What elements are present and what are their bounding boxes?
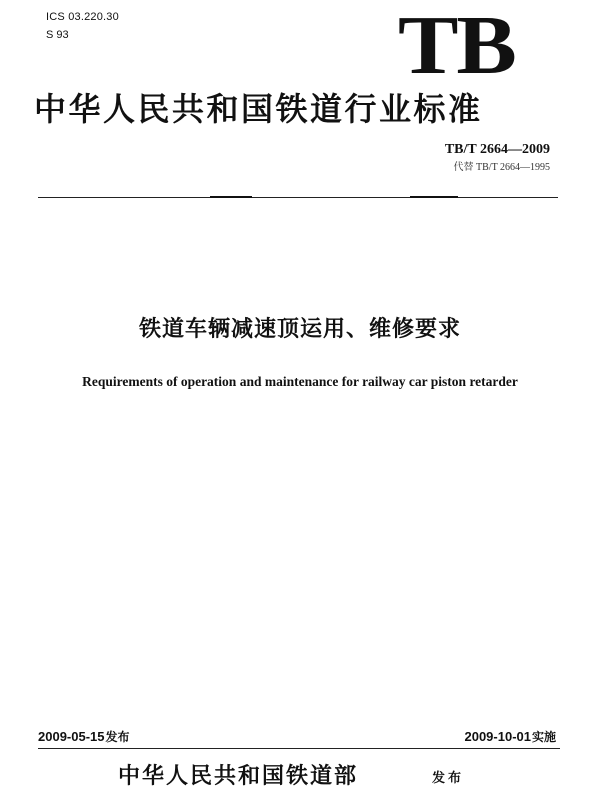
implement-label: 实施 [531, 730, 556, 744]
header-divider-accent [210, 196, 252, 198]
header-divider [38, 197, 558, 198]
tb-logo: TB [398, 0, 515, 92]
replaces-standard: 代替 TB/T 2664—1995 [453, 162, 550, 173]
publish-label: 发布 [105, 730, 130, 744]
issuer-title: 中华人民共和国铁道行业标准 [34, 90, 483, 128]
footer-divider [38, 748, 560, 749]
publish-date: 2009-05-15 [38, 729, 105, 744]
issuing-authority-action: 发布 [432, 771, 465, 786]
issuing-authority: 中华人民共和国铁道部 [118, 764, 359, 789]
ics-code: ICS 03.220.30 [46, 11, 119, 23]
document-title-chinese: 铁道车辆减速顶运用、维修要求 [138, 317, 461, 342]
document-title-english: Requirements of operation and maintenance for railway car piston retarder [82, 374, 518, 389]
header-divider-accent [410, 196, 458, 198]
publish-date-line [38, 729, 130, 745]
classification-code: S 93 [46, 29, 69, 41]
implement-date: 2009-10-01 [464, 729, 531, 744]
implement-date-line [464, 729, 556, 745]
standard-number: TB/T 2664—2009 [444, 142, 550, 157]
